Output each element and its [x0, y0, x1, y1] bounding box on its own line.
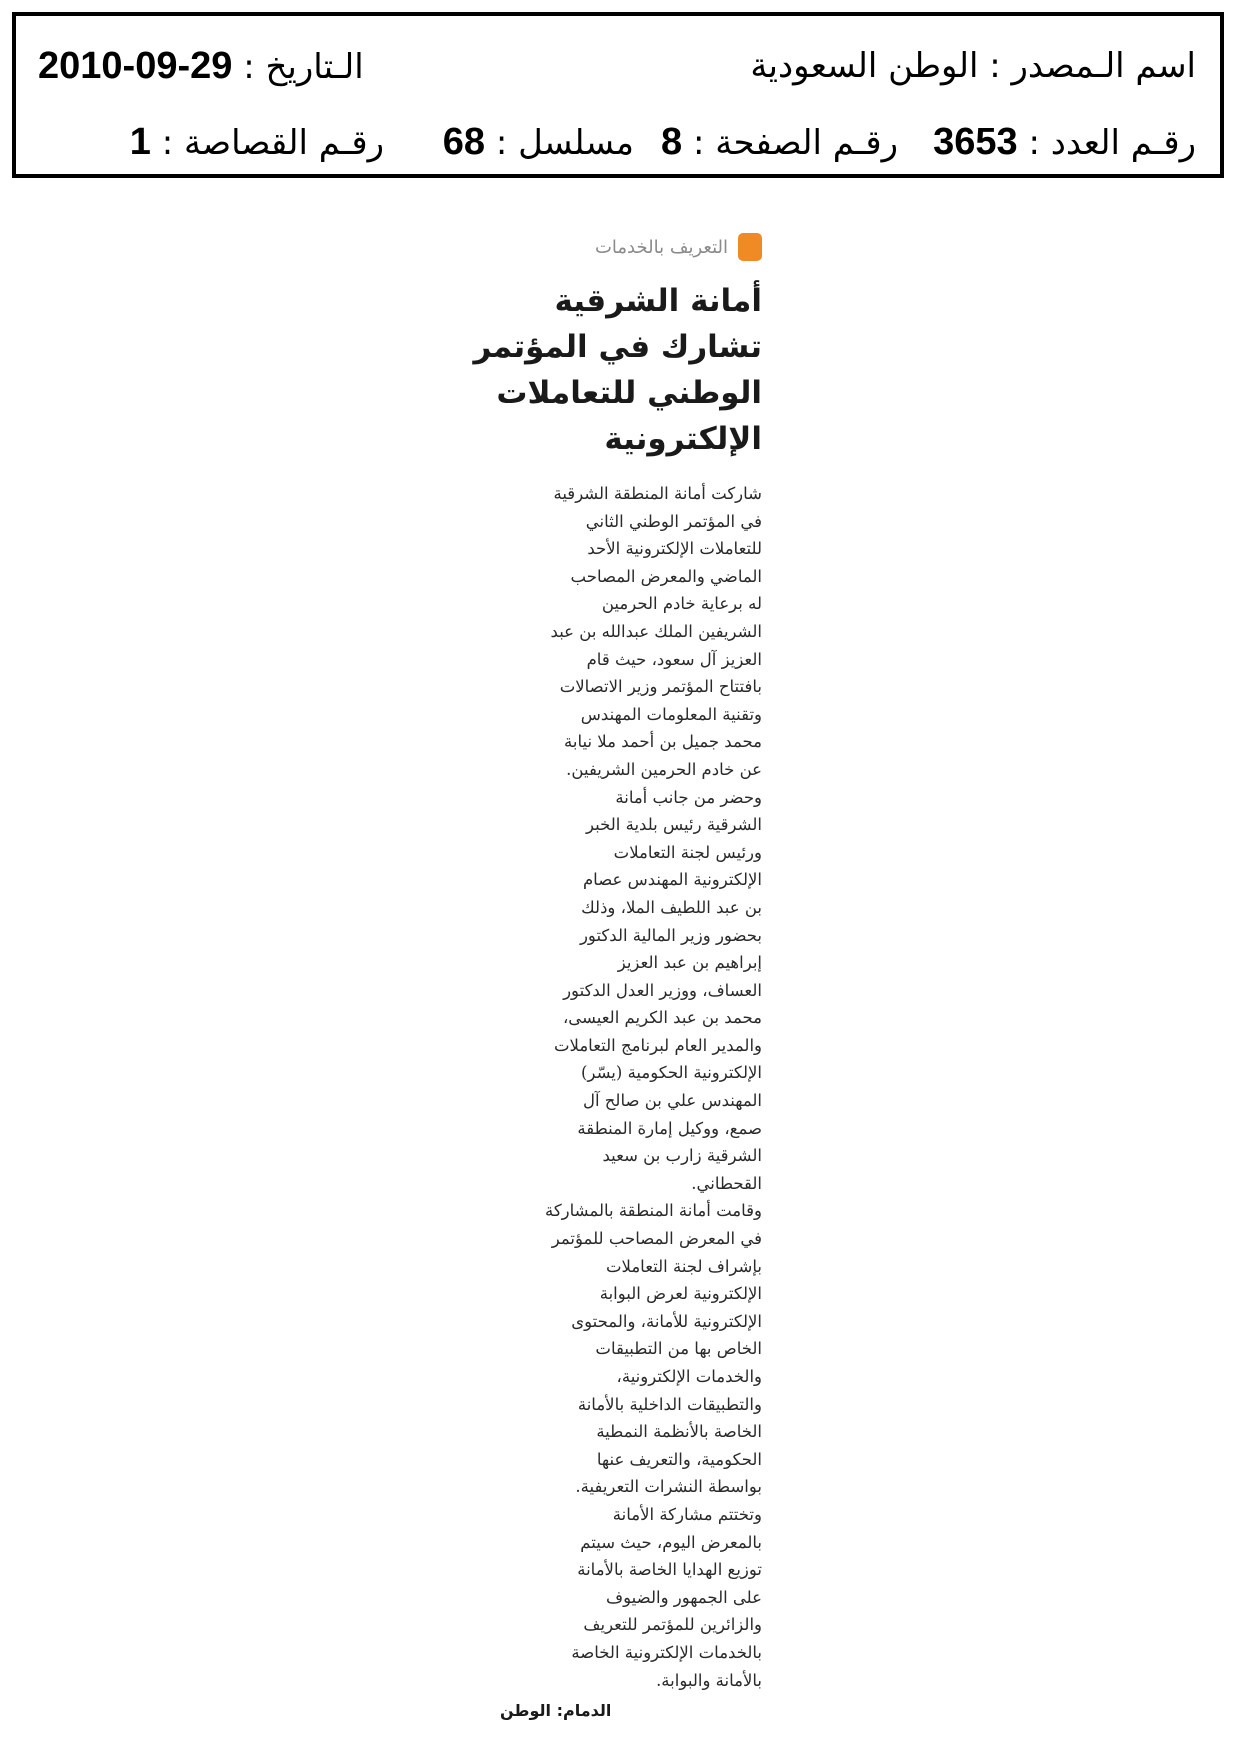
body-line: المهندس علي بن صالح آل	[582, 1091, 762, 1111]
body-line: في المؤتمر الوطني الثاني	[585, 511, 762, 531]
issue-value: 3653	[933, 121, 1018, 163]
body-line: الإلكترونية الحكومية (يسّر)	[581, 1063, 762, 1083]
body-line: والزائرين للمؤتمر للتعريف	[583, 1615, 762, 1635]
serial-value: 68	[442, 121, 486, 163]
headline-line: الوطني للتعاملات	[496, 375, 762, 411]
body-line: الشرقية رئيس بلدية الخبر	[586, 815, 762, 835]
headline-line: تشارك في المؤتمر	[473, 329, 762, 365]
article-body	[500, 480, 762, 1694]
body-line: الحكومية، والتعريف عنها	[596, 1449, 762, 1469]
body-line: بإشراف لجنة التعاملات	[605, 1256, 762, 1276]
body-line: له برعاية خادم الحرمين	[601, 594, 762, 614]
body-line: ورئيس لجنة التعاملات	[613, 842, 762, 862]
headline-line: أمانة الشرقية	[554, 283, 762, 319]
serial-label: مسلسل :	[495, 123, 634, 163]
date-field	[38, 44, 364, 89]
clipping-header	[12, 12, 1224, 178]
body-line: الخاص بها من التطبيقات	[595, 1339, 762, 1359]
body-line: صمع، ووكيل إمارة المنطقة	[577, 1118, 762, 1138]
body-line: الشرقية زارب بن سعيد	[602, 1146, 762, 1166]
body-line: بالمعرض اليوم، حيث سيتم	[580, 1532, 762, 1552]
body-line: القحطاني.	[691, 1173, 762, 1193]
body-line: وقامت أمانة المنطقة بالمشاركة	[544, 1201, 762, 1221]
clip-label: رقـم القصاصة :	[161, 123, 384, 163]
serial-field	[443, 120, 634, 165]
body-line: العساف، ووزير العدل الدكتور	[563, 980, 762, 1000]
issue-label: رقـم العدد :	[1028, 123, 1196, 163]
issue-field	[933, 120, 1196, 165]
date-value: 2010-09-29	[38, 45, 233, 87]
body-line: على الجمهور والضيوف	[606, 1587, 762, 1607]
clip-field	[130, 120, 384, 165]
source-field	[750, 44, 1196, 88]
article-clipping	[473, 232, 762, 1724]
source-label: اسم الـمصدر : الوطن السعودية	[750, 46, 1196, 86]
body-line: العزيز آل سعود، حيث قام	[586, 649, 762, 669]
kicker-square-icon	[738, 233, 762, 261]
body-line: وتختتم مشاركة الأمانة	[612, 1504, 762, 1524]
body-line: توزيع الهدايا الخاصة بالأمانة	[577, 1560, 762, 1580]
body-line: وحضر من جانب أمانة	[615, 787, 762, 807]
page-label: رقـم الصفحة :	[693, 123, 898, 163]
body-line: بحضور وزير المالية الدكتور	[579, 925, 762, 945]
date-label: الـتاريخ :	[243, 47, 364, 87]
body-line: الخاصة بالأنظمة النمطية	[596, 1422, 762, 1442]
body-line: والمدير العام لبرنامج التعاملات	[553, 1035, 762, 1055]
body-line: للتعاملات الإلكترونية الأحد	[587, 539, 762, 559]
page-value: 8	[661, 121, 683, 163]
body-line: إبراهيم بن عبد العزيز	[617, 953, 762, 973]
body-line: شاركت أمانة المنطقة الشرقية	[553, 484, 762, 503]
body-line: بواسطة النشرات التعريفية.	[575, 1477, 762, 1497]
body-line: الماضي والمعرض المصاحب	[570, 566, 762, 586]
body-line: بالخدمات الإلكترونية الخاصة	[571, 1642, 762, 1662]
body-line: في المعرض المصاحب للمؤتمر	[551, 1229, 762, 1249]
article-headline	[473, 278, 762, 462]
body-line: الشريفين الملك عبدالله بن عبد	[550, 621, 762, 641]
body-line: الإلكترونية المهندس عصام	[582, 870, 762, 890]
headline-line: الإلكترونية	[604, 421, 762, 457]
body-line: بالأمانة والبوابة.	[656, 1670, 762, 1690]
body-line: بن عبد اللطيف الملا، وذلك	[581, 897, 762, 917]
section-kicker	[500, 232, 762, 262]
body-line: والتطبيقات الداخلية بالأمانة	[577, 1394, 762, 1414]
body-line: بافتتاح المؤتمر وزير الاتصالات	[559, 677, 762, 697]
body-line: محمد جميل بن أحمد ملا نيابة	[564, 732, 762, 752]
clip-value: 1	[129, 121, 151, 163]
kicker-label: التعريف بالخدمات	[594, 236, 728, 258]
body-line: الإلكترونية للأمانة، والمحتوى	[571, 1311, 762, 1331]
page-field	[661, 120, 898, 165]
body-line: الإلكترونية لعرض البوابة	[599, 1284, 762, 1304]
body-line: عن خادم الحرمين الشريفين.	[566, 759, 762, 779]
article-byline: الدمام: الوطن	[500, 1701, 612, 1721]
body-line: محمد بن عبد الكريم العيسى،	[562, 1008, 762, 1028]
body-line: والخدمات الإلكترونية،	[616, 1367, 762, 1386]
body-line: وتقنية المعلومات المهندس	[580, 704, 762, 724]
